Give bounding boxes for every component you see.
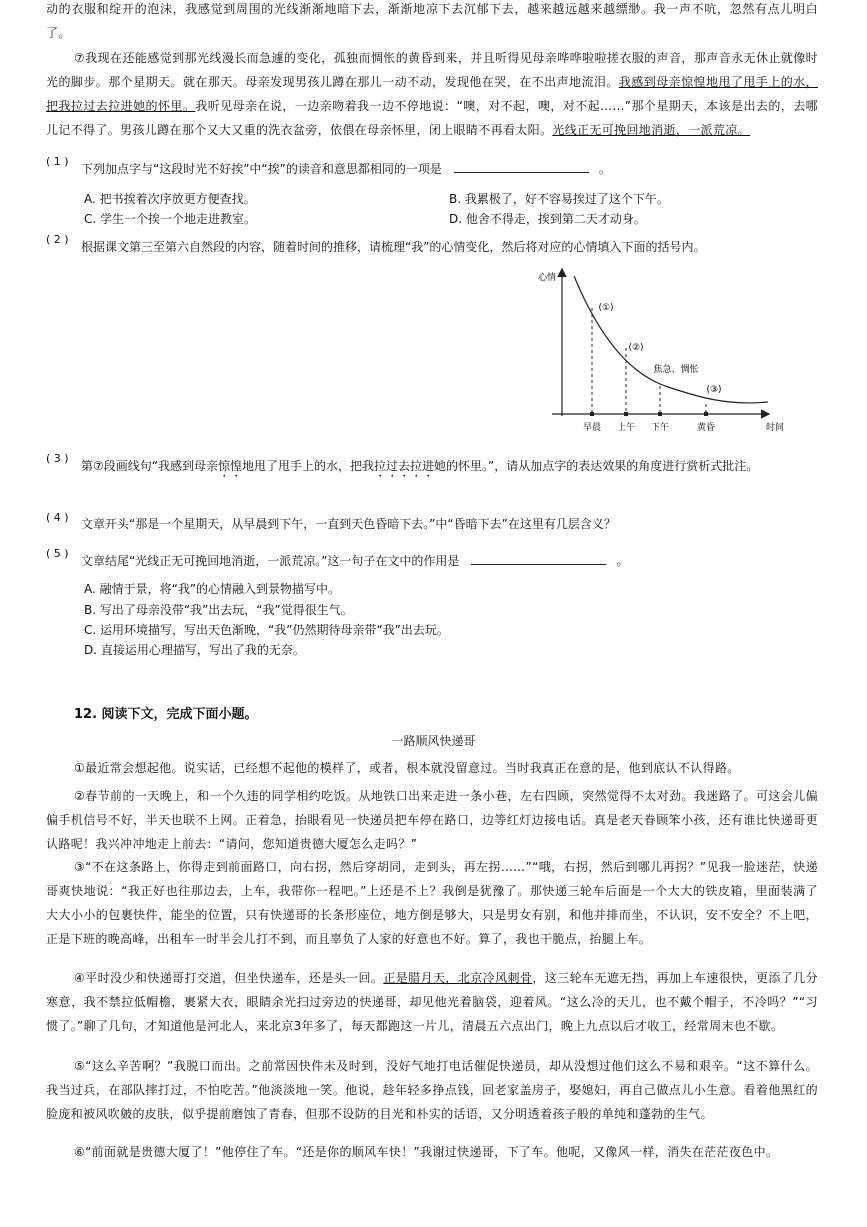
article-paragraph-2: ②春节前的一天晚上，和一个久违的同学相约吃饭。从地铁口出来走进一条小巷，左右四顾，突然觉得不太对劲。我迷路了。可这会儿偏偏手机信号不好，半天也联不上网。正着急，抬眼看见一快递员把车停在路口，边等红灯边接电话。真是老天眷顾笨小孩，还有谁比快递哥更认路呢！我兴冲冲地走上前去：“请问，您知道贵德大厦怎么走吗？” xyxy=(46,789,818,851)
answer-blank-1[interactable] xyxy=(454,158,589,173)
dotted-word-2: 拉过去拉进 xyxy=(374,459,435,473)
q5-option-b[interactable]: B. 写出了母亲没带“我”出去玩，“我”觉得很生气。 xyxy=(84,603,353,617)
x-tick-mark-0 xyxy=(590,412,594,416)
x-tick-label-2: 下午 xyxy=(650,423,670,433)
x-tick-label-1: 上午 xyxy=(616,423,636,433)
mood-curve xyxy=(574,276,768,403)
q5-option-c[interactable]: C. 运用环境描写，写出天色渐晚，“我”仍然期待母亲带“我”出去玩。 xyxy=(84,623,449,637)
q5-option-d[interactable]: D. 直接运用心理描写，写出了我的无奈。 xyxy=(84,643,305,657)
question-4-text: 文章开头“那是一个星期天，从早晨到下午，一直到天色昏暗下去。”中“昏暗下去”在这里有几层含义？ xyxy=(81,517,616,531)
point-label-2: 焦急、惆怅 xyxy=(653,365,699,375)
q1-option-c[interactable]: C. 学生一个挨一个地走进教室。 xyxy=(84,212,257,226)
question-3-number: ( 3 ) xyxy=(46,452,69,465)
article-paragraph-3: ③“不在这条路上，你得走到前面路口，向右拐，然后穿胡同，走到头，再左拐……”“哦，右拐，然后到哪儿再拐？”见我一脸迷茫，快递哥爽快地说：“我正好也往那边去，上车，我带你一程吧。”上还是不上？我倒是犹豫了。那快递三轮车后面是一个大大的铁皮箱，里面装满了大大小小的包裹快件，能坐的位置，只有快递哥的长条形座位，地方倒是够大，只是男女有别，和他并排而坐，不认识，安不安全？不上吧，正是下班的晚高峰，出租车一时半会儿打不到，而且辜负了人家的好意也不好。算了，我也干脆点，抬腿上车。 xyxy=(46,860,818,946)
x-axis-label: 时间 xyxy=(766,423,785,433)
article-paragraph-1: ①最近常会想起他。说实话，已经想不起他的模样了，或者，根本就没留意过。当时我真正在意的是，他到底认不认得路。 xyxy=(74,761,740,775)
mood-chart xyxy=(538,264,798,434)
point-label-1[interactable]: (②) xyxy=(628,343,644,353)
para7-underline-1: 我感到母亲惊惶地甩了甩手上的水，把我拉过去拉进她的怀里。 xyxy=(46,75,818,113)
question-2-text: 根据课文第三至第六自然段的内容，随着时间的推移，请梳理“我”的心情变化，然后将对应的心情填入下面的括号内。 xyxy=(81,240,706,254)
dotted-word-1: 惊惶 xyxy=(217,459,242,473)
para7-text-a: ⑦我现在还能感觉到那光线漫长而急遽的变化，孤独而惆怅的黄昏到来，并且听得见母亲哗哗啦啦搓衣服的声音，那声音永无休止就像时光的脚步。那个星期天。就在那天。母亲发现男孩儿蹲在那儿一动不动，发现他在哭，在不出声地流泪。 xyxy=(46,51,818,89)
question-5-number: ( 5 ) xyxy=(46,547,69,560)
point-label-0[interactable]: (①) xyxy=(598,303,614,313)
question-5: 文章结尾“光线正无可挽回地消逝，一派荒凉。”这一句子在文中的作用是 。 xyxy=(81,550,821,572)
question-3: 第⑦段画线句“我感到母亲惊惶地甩了甩手上的水，把我拉过去拉进她的怀里。”，请从加点字的表达效果的角度进行赏析式批注。 xyxy=(81,459,759,473)
para7-underline-2: 光线正无可挽回地消逝，一派荒凉。 xyxy=(552,123,750,137)
p4-underline: 正是腊月天，北京冷风刺骨 xyxy=(383,971,533,985)
q5-option-a[interactable]: A. 融情于景，将“我”的心情融入到景物描写中。 xyxy=(84,582,341,596)
q1-option-d[interactable]: D. 他舍不得走，挨到第二天才动身。 xyxy=(449,212,646,226)
article-paragraph-4: ④平时没少和快递哥打交道，但坐快递车，还是头一回。正是腊月天，北京冷风刺骨，这三轮车无遮无挡，再加上车速很快，更添了几分寒意，我不禁拉低帽檐，裹紧大衣，眼睛余光扫过旁边的快递哥，却见他光着脑袋，迎着风。“这么冷的天儿，也不戴个帽子，不冷吗？”“习惯了。”聊了几句，才知道他是河北人，来北京3年多了，每天都跑这一片儿，清晨五六点出门，晚上九点以后才收工，经常周末也不歇。 xyxy=(46,971,819,1033)
question-5-text: 文章结尾“光线正无可挽回地消逝，一派荒凉。”这一句子在文中的作用是 xyxy=(81,554,460,568)
article-paragraph-5: ⑤“这么辛苦啊？”我脱口而出。之前常因快件未及时到，没好气地打电话催促快递员，却从没想过他们这么不易和艰辛。“这不算什么。我当过兵，在部队摔打过，不怕吃苦。”他淡淡地一笑。他说，趁年轻多挣点钱，回老家盖房子，娶媳妇，再自己做点儿小生意。看着他黑红的脸庞和被风吹皴的皮肤，似乎提前磨蚀了青春，但那不设防的目光和朴实的话语，又分明透着孩子般的单纯和蓬勃的生气。 xyxy=(46,1059,818,1121)
article-paragraph-6: ⑥“前面就是贵德大厦了！”他停住了车。“还是你的顺风车快！”我谢过快递哥，下了车。他呢，又像风一样，消失在茫茫夜色中。 xyxy=(74,1145,779,1159)
passage-line: 动的衣服和绽开的泡沫，我感觉到周围的光线渐渐地暗下去，渐渐地凉下去沉郁下去，越来越远越来越缥缈。我一声不吭，忽然有点儿明白了。 xyxy=(46,2,818,40)
x-tick-mark-2 xyxy=(658,412,662,416)
q1-option-b[interactable]: B. 我累极了，好不容易挨过了这个下午。 xyxy=(449,192,669,206)
section-12-heading: 12. 阅读下文，完成下面小题。 xyxy=(74,707,258,722)
q1-option-a[interactable]: A. 把书挨着次序放更方便查找。 xyxy=(84,192,256,206)
x-tick-label-0: 早晨 xyxy=(582,423,602,433)
x-tick-mark-3 xyxy=(704,412,708,416)
question-2-number: ( 2 ) xyxy=(46,233,69,246)
para7-text-b: 我听见母亲在说，一边亲吻着我一边不停地说：“噢，对不起，噢，对不起……”那个星期天，本该是出去的，去哪儿记不得了。男孩儿蹲在那个又大又重的洗衣盆旁，依偎在母亲怀里，闭上眼睛不再看太阳。 xyxy=(46,99,818,137)
y-axis-label: 心情 xyxy=(538,273,557,283)
question-1-text: 下列加点字与“这段时光不好挨”中“挨”的读音和意思都相同的一项是 xyxy=(81,162,442,176)
article-title: 一路顺风快递哥 xyxy=(391,734,476,748)
question-4-number: ( 4 ) xyxy=(46,511,69,524)
question-1: 下列加点字与“这段时光不好挨”中“挨”的读音和意思都相同的一项是 。 xyxy=(81,158,821,180)
paragraph-7 xyxy=(46,46,818,142)
point-label-3[interactable]: (③) xyxy=(706,385,722,395)
x-tick-mark-1 xyxy=(624,412,628,416)
x-tick-label-3: 黄昏 xyxy=(696,423,716,433)
question-1-number: ( 1 ) xyxy=(46,155,69,168)
answer-blank-5[interactable] xyxy=(471,550,606,565)
